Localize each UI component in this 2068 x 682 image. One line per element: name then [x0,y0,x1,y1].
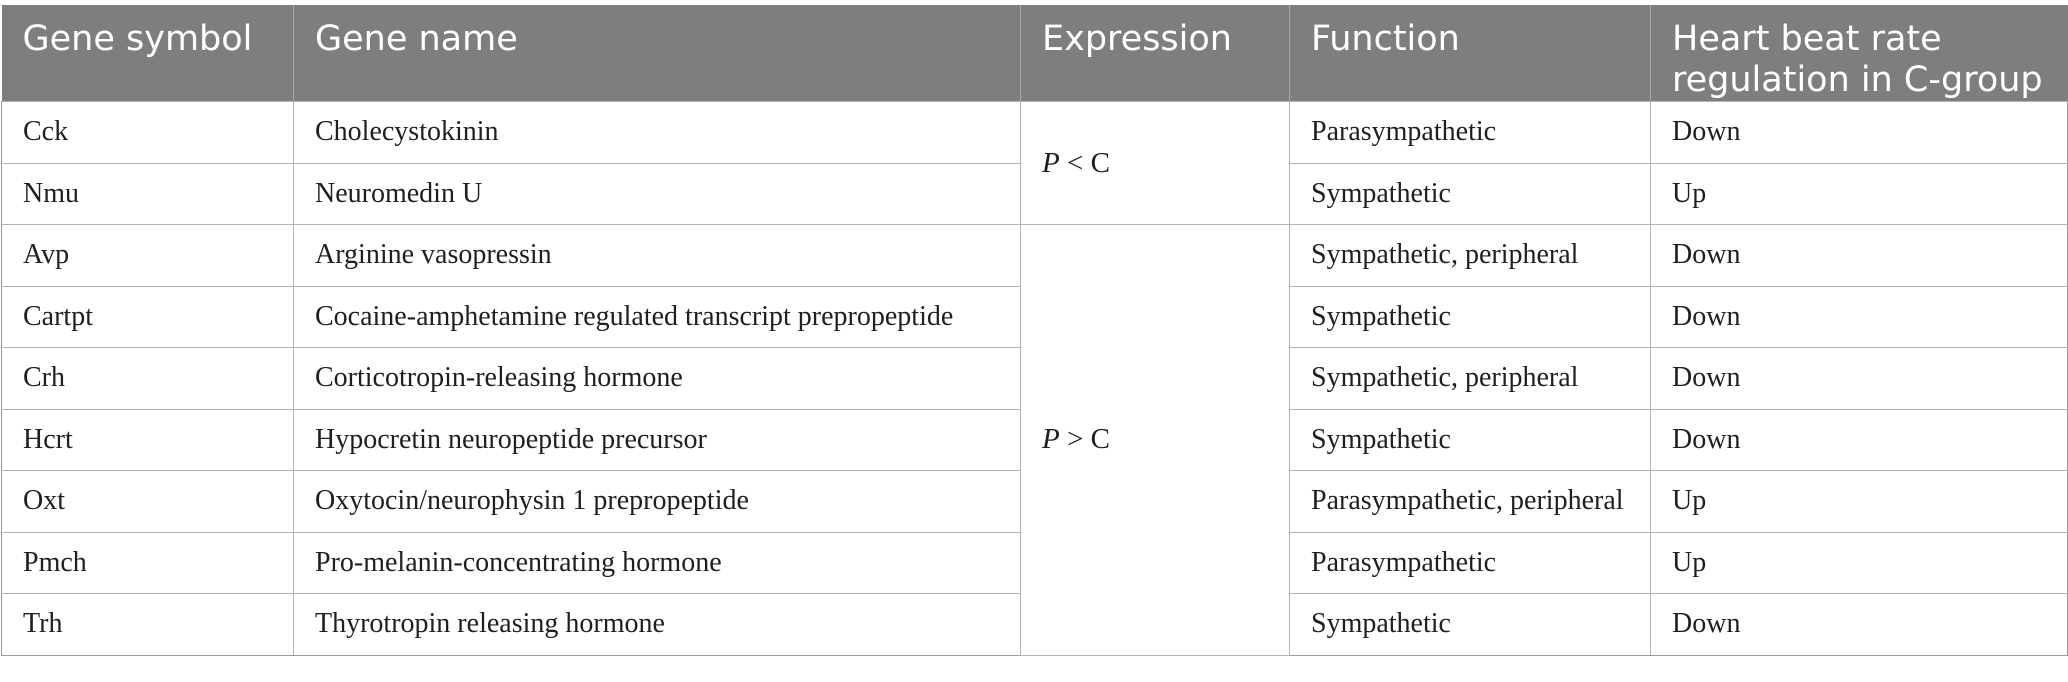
gene-symbol-cell: Oxt [2,471,294,533]
gene-symbol-cell: Avp [2,225,294,287]
function-cell: Sympathetic, peripheral [1290,225,1651,287]
gene-name-cell: Pro-melanin-concentrating hormone [294,532,1021,594]
regulation-cell: Up [1651,532,2068,594]
function-cell: Parasympathetic [1290,532,1651,594]
table-row [2,102,2068,164]
expression-cell-p-greater-c [1021,225,1290,656]
gene-symbol-cell: Cck [2,102,294,164]
regulation-cell: Up [1651,471,2068,533]
regulation-cell: Down [1651,225,2068,287]
gene-symbol-cell: Pmch [2,532,294,594]
gene-name-cell: Neuromedin U [294,163,1021,225]
table-header-row [2,5,2068,102]
gene-name-cell: Cholecystokinin [294,102,1021,164]
gene-name-cell: Cocaine-amphetamine regulated transcript prepropeptide [294,286,1021,348]
function-cell: Parasympathetic, peripheral [1290,471,1651,533]
gene-symbol-cell: Cartpt [2,286,294,348]
gene-name-cell: Hypocretin neuropeptide precursor [294,409,1021,471]
regulation-cell: Up [1651,163,2068,225]
regulation-cell: Down [1651,102,2068,164]
regulation-cell: Down [1651,409,2068,471]
function-cell: Sympathetic [1290,163,1651,225]
gene-symbol-cell: Nmu [2,163,294,225]
gene-name-cell: Corticotropin-releasing hormone [294,348,1021,410]
header-heart-beat-rate-regulation: Heart beat rate regulation in C-group [1651,5,2068,102]
function-cell: Parasympathetic [1290,102,1651,164]
regulation-cell: Down [1651,286,2068,348]
gene-symbol-cell: Trh [2,594,294,656]
expression-cell-p-less-c [1021,102,1290,225]
header-function: Function [1290,5,1651,102]
function-cell: Sympathetic, peripheral [1290,348,1651,410]
gene-table [1,5,2068,656]
header-expression: Expression [1021,5,1290,102]
gene-name-cell: Thyrotropin releasing hormone [294,594,1021,656]
header-gene-symbol: Gene symbol [2,5,294,102]
function-cell: Sympathetic [1290,286,1651,348]
regulation-cell: Down [1651,348,2068,410]
expression-relation: > C [1059,423,1110,456]
gene-symbol-cell: Hcrt [2,409,294,471]
function-cell: Sympathetic [1290,594,1651,656]
table-row [2,225,2068,287]
gene-name-cell: Arginine vasopressin [294,225,1021,287]
header-gene-name: Gene name [294,5,1021,102]
function-cell: Sympathetic [1290,409,1651,471]
gene-symbol-cell: Crh [2,348,294,410]
expression-p-symbol: P [1042,423,1060,456]
expression-relation: < C [1059,146,1110,179]
gene-name-cell: Oxytocin/neurophysin 1 prepropeptide [294,471,1021,533]
gene-table-container [1,5,2067,656]
regulation-cell: Down [1651,594,2068,656]
expression-p-symbol: P [1042,146,1060,179]
